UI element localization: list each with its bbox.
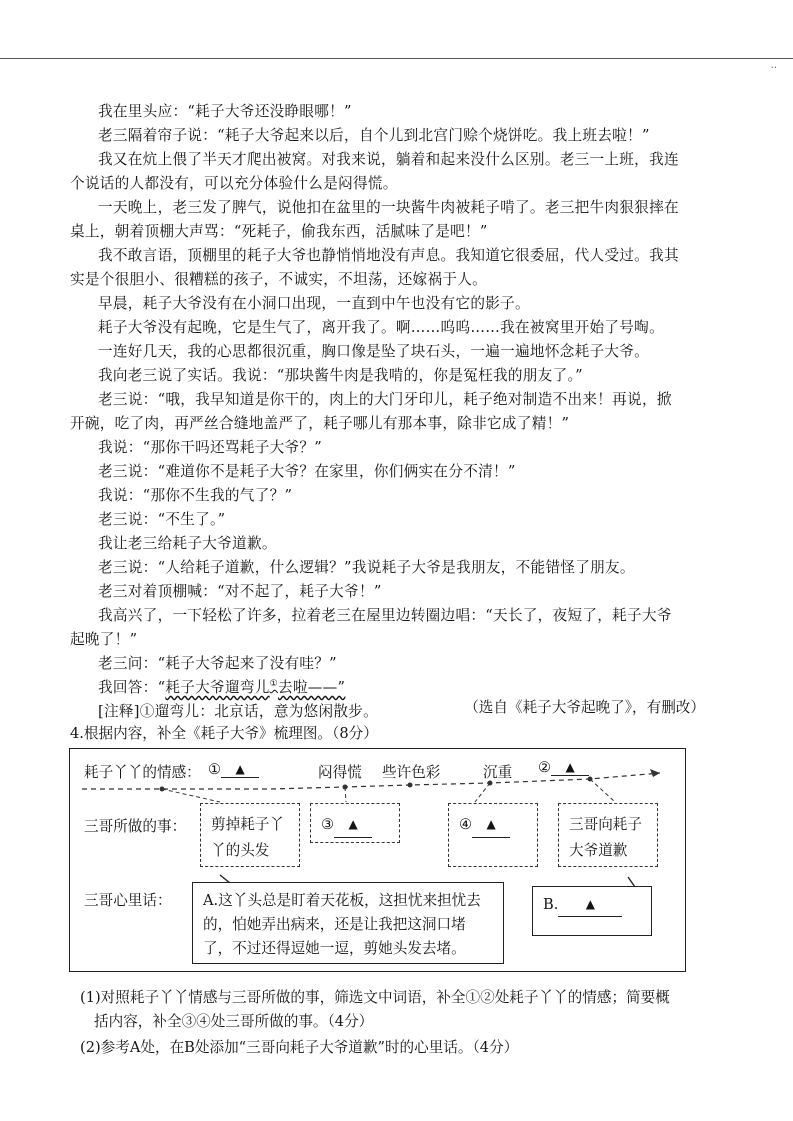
passage-line: 个说话的人都没有，可以充分体验什么是闷得慌。 <box>70 175 398 192</box>
footnote-ref: ① <box>269 679 278 690</box>
action-box-4: 三哥向耗子大爷道歉 <box>558 803 658 867</box>
passage-line: 开碗，吃了肉，再严丝合缝地盖严了，耗子哪儿有那本事，除非它成了精！” <box>70 415 570 432</box>
row-label-actions: 三哥所做的事： <box>84 818 187 835</box>
action-box-1: 剪掉耗子丫丫的头发 <box>200 803 300 867</box>
passage-line: 耗子大爷没有起晚，它是生气了，离开我了。啊……呜呜……我在被窝里开始了号啕。 <box>98 319 664 336</box>
passage-line: 我高兴了，一下轻松了许多，拉着老三在屋里边转圈边唱：“天长了，夜短了，耗子大爷 <box>98 607 672 624</box>
blank-number: ④ <box>459 816 473 833</box>
thought-bubble-a: A.这丫头总是盯着天花板，这担忧来担忧去的，怕她弄出病来，还是让我把这洞口堵了，不过还得逗她一逗，剪她头发去堵。 <box>192 882 504 964</box>
emotion-3: 沉重 <box>483 764 513 781</box>
question-title: 4.根据内容，补全《耗子大爷》梳理图。（8分） <box>70 725 378 742</box>
passage-line: 老三说：“难道你不是耗子大爷？在家里，你们俩实在分不清！” <box>98 463 516 480</box>
footnote: [注释]①遛弯儿：北京话，意为悠闲散步。 <box>98 703 379 720</box>
passage-line: 我在里头应：“耗子大爷还没睁眼哪！” <box>98 103 352 120</box>
sub-question-2: (2)参考A处，在B处添加“三哥向耗子大爷道歉”时的心里话。（4分） <box>80 1039 519 1056</box>
blank-number: ② <box>538 759 552 776</box>
passage-line: 我说：“那你不生我的气了？” <box>98 487 293 504</box>
passage-line: 老三说：“人给耗子道歉，什么逻辑？”我说耗子大爷是我朋友，不能错怪了朋友。 <box>98 559 635 576</box>
mind-map-diagram <box>69 748 686 972</box>
passage-line: 老三说：“不生了。” <box>98 511 226 528</box>
blank-number: ① <box>208 761 222 778</box>
passage-line: 老三说：“哦，我早知道是你干的，肉上的大门牙印儿，耗子绝对制造不出来！再说，掀 <box>98 391 672 408</box>
triangle-icon: ▲ <box>565 760 575 774</box>
passage-line: 桌上，朝着顶棚大声骂：“死耗子，偷我东西，活腻味了是吧！” <box>70 223 488 240</box>
passage-line: 一连好几天，我的心思都很沉重，胸口像是坠了块石头，一遍一遍地怀念耗子大爷。 <box>98 343 650 360</box>
passage-line: 我说：“那你干吗还骂耗子大爷？” <box>98 439 323 456</box>
top-rule <box>0 58 793 59</box>
sub-question-1: (1)对照耗子丫丫情感与三哥所做的事，筛选文中词语，补全①②处耗子丫丫的情感；简要概 <box>80 989 670 1006</box>
thought-bubble-b <box>532 886 652 936</box>
passage-line: 我不敢言语，顶棚里的耗子大爷也静悄悄地没有声息。我知道它很委屈，代人受过。我其 <box>98 247 679 264</box>
emotion-2: 些许色彩 <box>382 764 441 781</box>
triangle-icon: ▲ <box>486 817 496 831</box>
passage-line: 老三对着顶棚喊：“对不起了，耗子大爷！” <box>98 583 382 600</box>
row-label-thoughts: 三哥心里话： <box>84 892 172 909</box>
passage-line: 起晚了！” <box>70 631 138 648</box>
passage-line: 我让老三给耗子大爷道歉。 <box>98 535 277 552</box>
passage-line: 一天晚上，老三发了脾气，说他扣在盆里的一块酱牛肉被耗子啃了。老三把牛肉狠狠摔在 <box>98 199 679 216</box>
blank-number: ③ <box>321 816 335 833</box>
bubble-b-label: B. <box>543 896 559 913</box>
passage-line: 实是个很胆小、很糟糕的孩子，不诚实，不坦荡，还嫁祸于人。 <box>70 271 488 288</box>
emotion-1: 闷得慌 <box>318 764 362 781</box>
triangle-icon: ▲ <box>235 762 245 776</box>
answer-underlined: 耗子大爷遛弯儿 <box>165 679 270 696</box>
answer-prefix: 我回答：“ <box>98 679 166 696</box>
passage-line: 早晨，耗子大爷没有在小洞口出现，一直到中午也没有它的影子。 <box>98 295 530 312</box>
row-label-emotion: 耗子丫丫的情感： <box>84 764 201 781</box>
passage-line: 我又在炕上偎了半天才爬出被窝。对我来说，躺着和起来没什么区别。老三一上班，我连 <box>98 151 679 168</box>
source-citation: （选自《耗子大爷起晚了》，有删改） <box>464 699 705 716</box>
corner-mark: .. <box>770 60 777 71</box>
passage-line: 我向老三说了实话。我说：“那块酱牛肉是我啃的，你是冤枉我的朋友了。” <box>98 367 583 384</box>
triangle-icon: ▲ <box>348 817 358 831</box>
sub-question-1-cont: 括内容，补全③④处三哥所做的事。（4分） <box>94 1013 374 1030</box>
answer-line <box>98 676 345 697</box>
passage-line: 老三隔着帘子说：“耗子大爷起来以后，自个儿到北宫门赊个烧饼吃。我上班去啦！” <box>98 127 650 144</box>
answer-suffix: 去啦——” <box>277 679 346 696</box>
triangle-icon: ▲ <box>585 897 595 911</box>
passage-line: 老三问：“耗子大爷起来了没有哇？” <box>98 655 337 672</box>
